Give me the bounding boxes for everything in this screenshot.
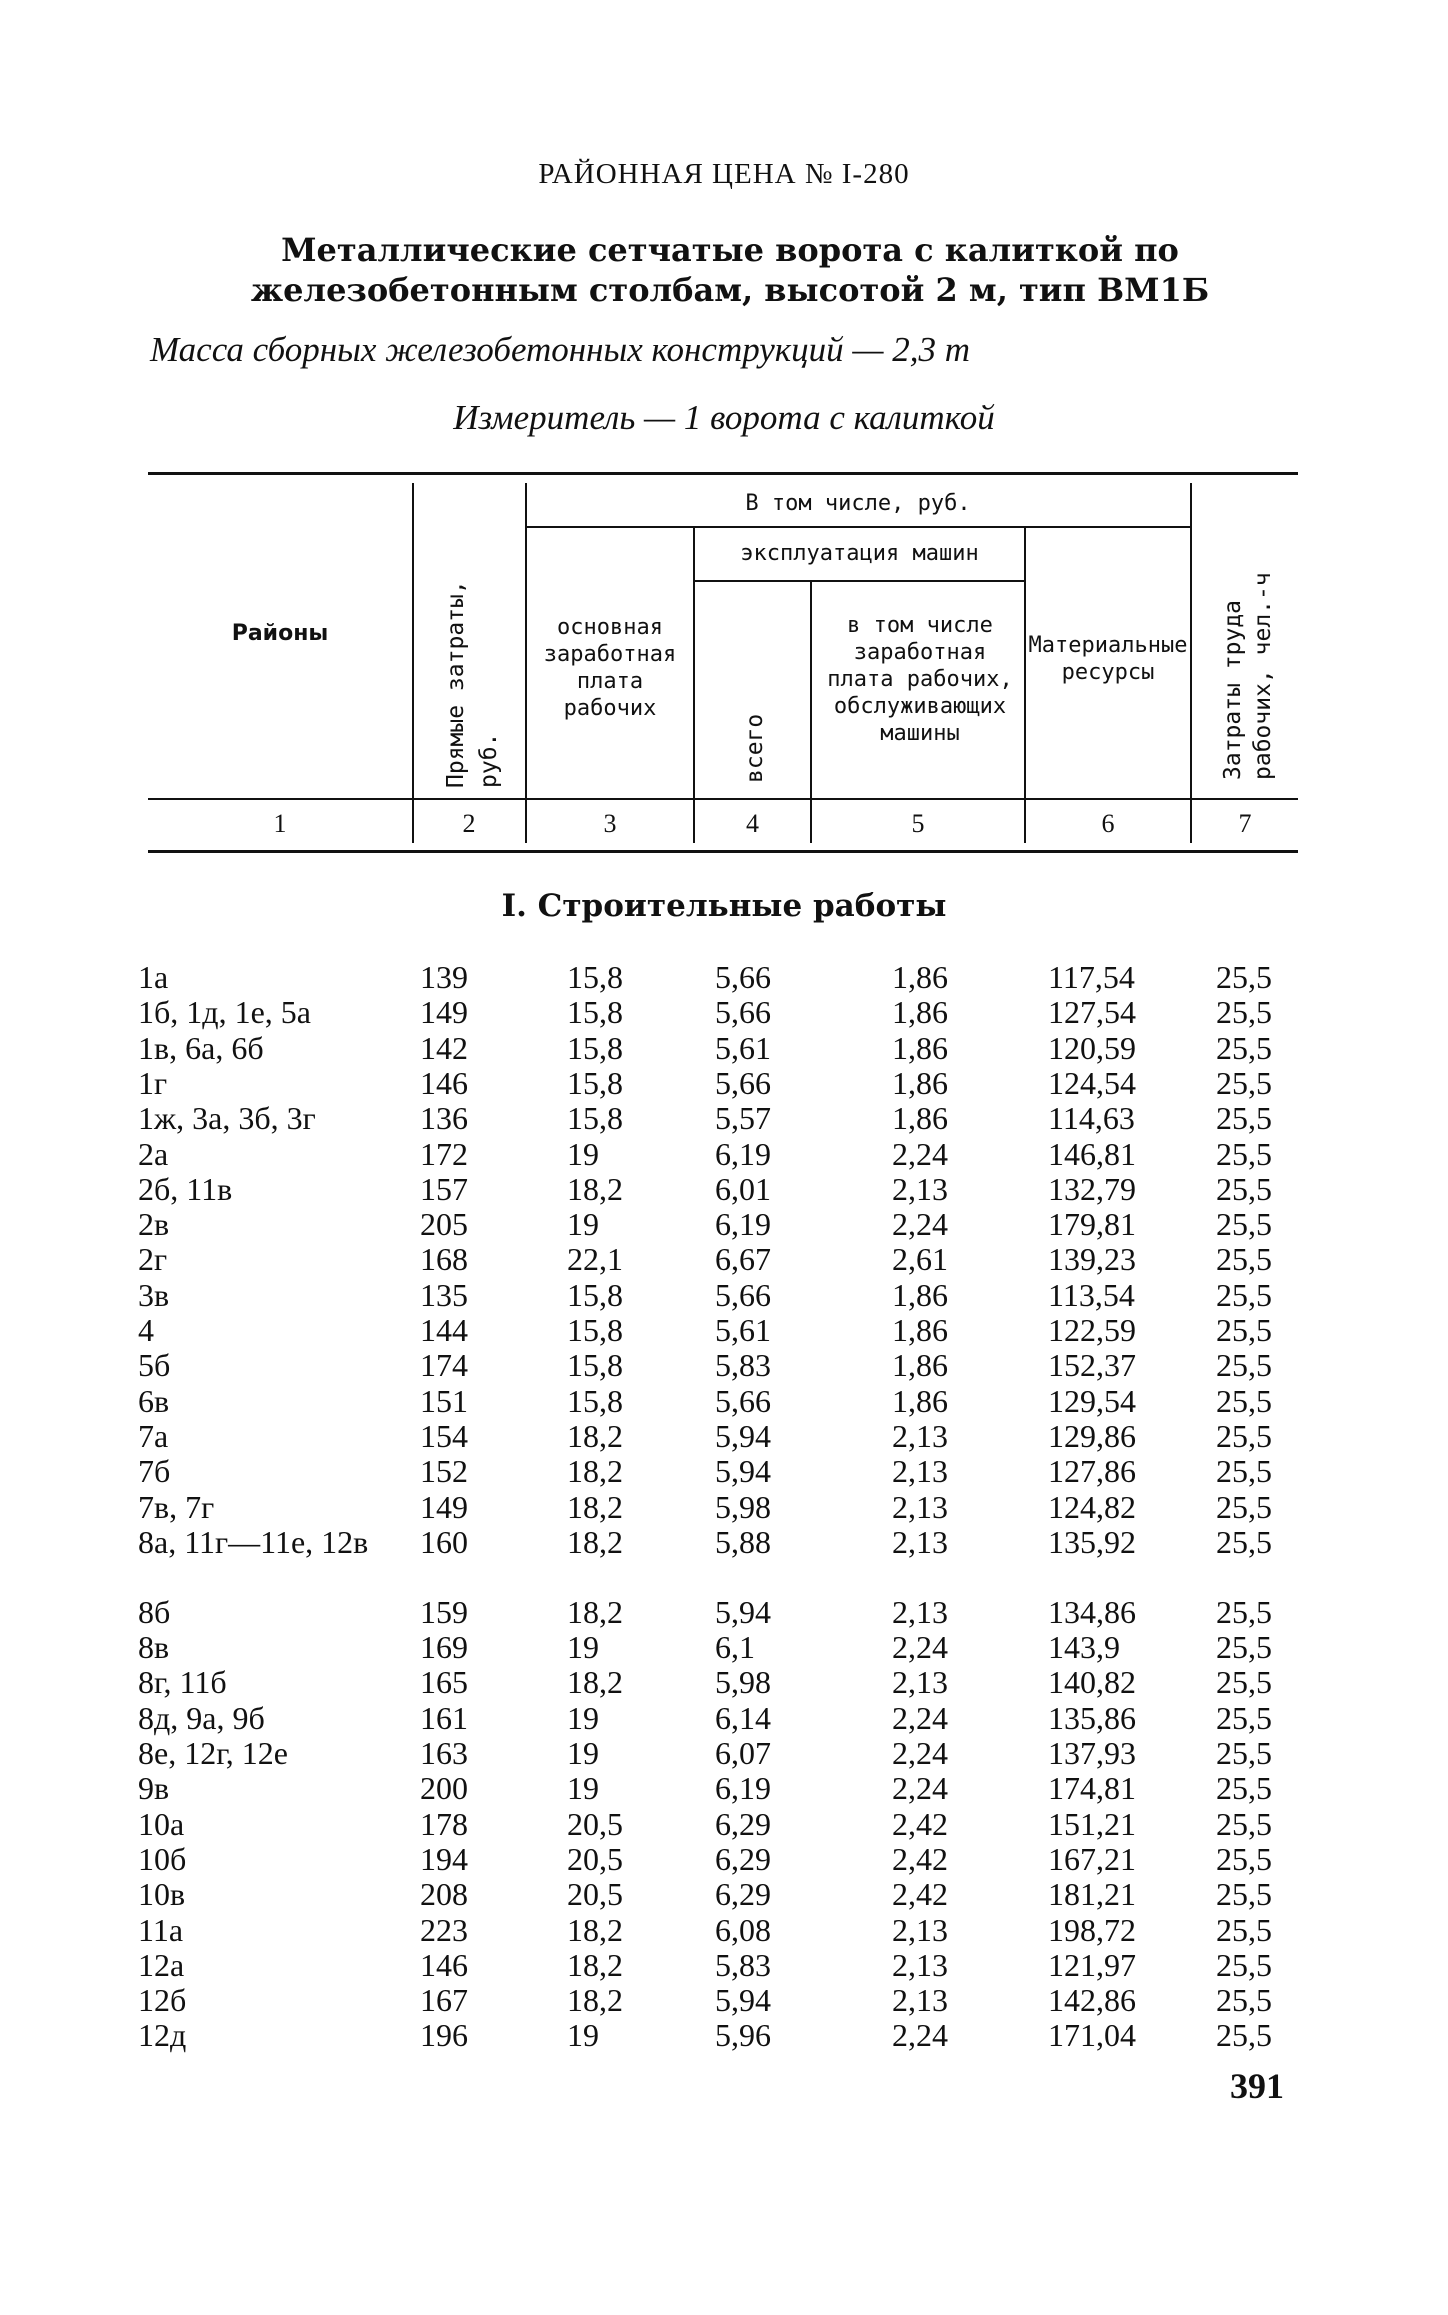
region-cell: 11а [138,1911,184,1948]
materials-cell: 140,82 [1048,1664,1136,1701]
region-cell: 2г [138,1241,168,1278]
base-wage-cell: 20,5 [567,1840,623,1877]
direct-costs-cell: 139 [420,959,468,995]
column-number: 3 [603,809,617,838]
region-cell: 1а [138,959,169,995]
machine-total-cell: 5,94 [715,1982,771,2019]
machine-wage-cell: 2,13 [892,1523,948,1560]
machine-underline [695,580,1024,582]
labor-cell: 25,5 [1216,1488,1272,1525]
machine-total-cell: 5,96 [715,2017,771,2054]
column-divider [1190,483,1192,843]
materials-cell: 198,72 [1048,1911,1136,1948]
direct-costs-cell: 172 [420,1135,468,1172]
machine-total-cell: 5,94 [715,1593,771,1630]
base-wage-cell: 18,2 [567,1453,623,1490]
labor-cell: 25,5 [1216,1206,1272,1243]
machine-wage-cell: 1,86 [892,1064,948,1101]
labor-cell: 25,5 [1216,1100,1272,1137]
direct-costs-cell: 174 [420,1347,468,1384]
machine-wage-cell: 1,86 [892,994,948,1031]
base-wage-cell: 15,8 [567,1064,623,1101]
base-wage-cell: 22,1 [567,1241,623,1278]
base-wage-cell: 15,8 [567,959,623,995]
direct-costs-cell: 167 [420,1982,468,2019]
header-machine-wage: в том числе заработная плата рабочих, обслуживающих машины [827,613,1013,746]
materials-cell: 134,86 [1048,1593,1136,1630]
base-wage-cell: 15,8 [567,1312,623,1348]
labor-cell: 25,5 [1216,1382,1272,1419]
direct-costs-cell: 200 [420,1770,468,1807]
machine-total-cell: 6,01 [715,1170,771,1207]
materials-cell: 135,86 [1048,1699,1136,1736]
materials-cell: 137,93 [1048,1735,1136,1771]
direct-costs-cell: 223 [420,1911,468,1948]
materials-cell: 117,54 [1048,959,1135,995]
page-number: 391 [1230,2066,1284,2106]
machine-wage-cell: 2,13 [892,1453,948,1490]
labor-cell: 25,5 [1216,1593,1272,1630]
column-divider [810,582,812,843]
region-cell: 12б [138,1982,187,2019]
labor-cell: 25,5 [1216,1840,1272,1877]
column-divider [1024,527,1026,843]
machine-wage-cell: 1,86 [892,1029,948,1066]
machine-wage-cell: 2,13 [892,1982,948,2019]
base-wage-cell: 15,8 [567,1276,623,1313]
direct-costs-cell: 160 [420,1523,468,1560]
machine-total-cell: 5,98 [715,1488,771,1525]
materials-cell: 124,82 [1048,1488,1136,1525]
direct-costs-cell: 149 [420,994,468,1031]
machine-total-cell: 5,98 [715,1664,771,1701]
machine-wage-cell: 2,24 [892,1735,948,1771]
region-cell: 10в [138,1876,186,1913]
column-divider [412,483,414,843]
mass-line: Масса сборных железобетонных конструкций — 2,3 т [150,330,971,369]
materials-cell: 127,86 [1048,1453,1136,1490]
machine-total-cell: 5,61 [715,1029,771,1066]
base-wage-cell: 18,2 [567,1170,623,1207]
machine-total-cell: 5,57 [715,1100,771,1137]
materials-cell: 132,79 [1048,1170,1136,1207]
base-wage-cell: 15,8 [567,1100,623,1137]
region-cell: 1г [138,1064,168,1101]
labor-cell: 25,5 [1216,1029,1272,1066]
column-divider [525,483,527,843]
column-divider [693,527,695,843]
machine-total-cell: 6,29 [715,1840,771,1877]
materials-cell: 120,59 [1048,1029,1136,1066]
machine-wage-cell: 2,13 [892,1593,948,1630]
header-including: В том числе, руб. [745,491,971,516]
machine-total-cell: 5,94 [715,1453,771,1490]
header-total: всего [742,713,768,783]
region-cell: 4 [138,1312,154,1348]
materials-cell: 142,86 [1048,1982,1136,2019]
region-cell: 7а [138,1417,169,1454]
region-cell: 8е, 12г, 12е [138,1735,288,1771]
direct-costs-cell: 205 [420,1206,468,1243]
materials-cell: 171,04 [1048,2017,1136,2054]
header-base-wage: основная заработная плата рабочих [543,615,677,721]
direct-costs-cell: 178 [420,1805,468,1842]
labor-cell: 25,5 [1216,1276,1272,1313]
machine-wage-cell: 2,24 [892,2017,948,2054]
machine-total-cell: 6,19 [715,1770,771,1807]
materials-cell: 179,81 [1048,1206,1136,1243]
machine-total-cell: 6,67 [715,1241,771,1278]
base-wage-cell: 19 [567,1735,599,1771]
base-wage-cell: 19 [567,2017,599,2054]
base-wage-cell: 15,8 [567,1029,623,1066]
header-materials: Материальные ресурсы [1028,633,1188,685]
region-cell: 3в [138,1276,170,1313]
column-number: 5 [911,809,925,838]
base-wage-cell: 19 [567,1206,599,1243]
labor-cell: 25,5 [1216,1417,1272,1454]
base-wage-cell: 18,2 [567,1488,623,1525]
labor-cell: 25,5 [1216,1453,1272,1490]
base-wage-cell: 19 [567,1770,599,1807]
labor-cell: 25,5 [1216,1347,1272,1384]
materials-cell: 129,86 [1048,1417,1136,1454]
labor-cell: 25,5 [1216,959,1272,995]
machine-wage-cell: 2,13 [892,1946,948,1983]
base-wage-cell: 18,2 [567,1911,623,1948]
direct-costs-cell: 142 [420,1029,468,1066]
direct-costs-cell: 146 [420,1064,468,1101]
header-direct-costs: Прямые затраты, руб. [443,580,502,788]
machine-wage-cell: 2,24 [892,1135,948,1172]
direct-costs-cell: 163 [420,1735,468,1771]
direct-costs-cell: 196 [420,2017,468,2054]
materials-cell: 139,23 [1048,1241,1136,1278]
labor-cell: 25,5 [1216,1876,1272,1913]
machine-wage-cell: 1,86 [892,959,948,995]
machine-wage-cell: 2,13 [892,1488,948,1525]
machine-wage-cell: 2,13 [892,1417,948,1454]
header-regions: Районы [231,621,329,646]
region-cell: 5б [138,1347,171,1384]
machine-wage-cell: 2,24 [892,1629,948,1666]
direct-costs-cell: 154 [420,1417,468,1454]
region-cell: 1ж, 3а, 3б, 3г [138,1100,316,1137]
machine-total-cell: 6,19 [715,1206,771,1243]
materials-cell: 174,81 [1048,1770,1136,1807]
direct-costs-cell: 194 [420,1840,468,1877]
machine-total-cell: 6,07 [715,1735,771,1771]
base-wage-cell: 20,5 [567,1876,623,1913]
machine-wage-cell: 2,42 [892,1876,948,1913]
machine-total-cell: 5,61 [715,1312,771,1348]
region-cell: 9в [138,1770,170,1807]
base-wage-cell: 18,2 [567,1593,623,1630]
column-number: 7 [1238,809,1252,838]
region-cell: 6в [138,1382,170,1419]
base-wage-cell: 19 [567,1135,599,1172]
table-colnum-bottom-rule [148,850,1298,853]
region-cell: 1б, 1д, 1е, 5а [138,994,311,1031]
machine-total-cell: 6,29 [715,1876,771,1913]
machine-wage-cell: 2,61 [892,1241,948,1278]
materials-cell: 152,37 [1048,1347,1136,1384]
labor-cell: 25,5 [1216,1946,1272,1983]
region-cell: 8б [138,1593,171,1630]
machine-total-cell: 6,14 [715,1699,771,1736]
table-top-rule [148,472,1298,475]
machine-wage-cell: 1,86 [892,1382,948,1419]
base-wage-cell: 15,8 [567,994,623,1031]
base-wage-cell: 18,2 [567,1417,623,1454]
machine-wage-cell: 1,86 [892,1347,948,1384]
machine-wage-cell: 2,13 [892,1911,948,1948]
region-cell: 10б [138,1840,187,1877]
machine-wage-cell: 2,24 [892,1206,948,1243]
labor-cell: 25,5 [1216,1629,1272,1666]
base-wage-cell: 19 [567,1699,599,1736]
labor-cell: 25,5 [1216,1523,1272,1560]
materials-cell: 113,54 [1048,1276,1135,1313]
region-cell: 7в, 7г [138,1488,215,1525]
labor-cell: 25,5 [1216,1982,1272,2019]
direct-costs-cell: 135 [420,1276,468,1313]
materials-cell: 114,63 [1048,1100,1135,1137]
base-wage-cell: 19 [567,1629,599,1666]
region-cell: 12а [138,1946,185,1983]
machine-total-cell: 5,83 [715,1946,771,1983]
base-wage-cell: 18,2 [567,1982,623,2019]
machine-total-cell: 5,66 [715,1064,771,1101]
column-number: 2 [462,809,476,838]
direct-costs-cell: 157 [420,1170,468,1207]
direct-costs-cell: 152 [420,1453,468,1490]
column-number: 4 [746,809,759,838]
region-cell: 8в [138,1629,170,1666]
region-cell: 1в, 6а, 6б [138,1029,264,1066]
table-header-bottom-rule [148,798,1298,800]
region-cell: 2а [138,1135,169,1172]
base-wage-cell: 18,2 [567,1946,623,1983]
direct-costs-cell: 208 [420,1876,468,1913]
column-number: 6 [1101,809,1115,838]
machine-total-cell: 6,19 [715,1135,771,1172]
machine-wage-cell: 2,42 [892,1840,948,1877]
labor-cell: 25,5 [1216,1241,1272,1278]
direct-costs-cell: 146 [420,1946,468,1983]
base-wage-cell: 15,8 [567,1382,623,1419]
labor-cell: 25,5 [1216,1699,1272,1736]
region-cell: 8д, 9а, 9б [138,1699,265,1736]
materials-cell: 122,59 [1048,1312,1136,1348]
machine-total-cell: 5,66 [715,1276,771,1313]
materials-cell: 129,54 [1048,1382,1136,1419]
labor-cell: 25,5 [1216,1170,1272,1207]
region-cell: 8а, 11г—11е, 12в [138,1523,369,1560]
machine-total-cell: 5,83 [715,1347,771,1384]
region-cell: 2б, 11в [138,1170,233,1207]
materials-cell: 127,54 [1048,994,1136,1031]
base-wage-cell: 18,2 [567,1523,623,1560]
base-wage-cell: 15,8 [567,1347,623,1384]
direct-costs-cell: 161 [420,1699,468,1736]
machine-wage-cell: 1,86 [892,1100,948,1137]
machine-wage-cell: 2,24 [892,1770,948,1807]
meter-line: Измеритель — 1 ворота с калиткой [453,398,995,437]
materials-cell: 151,21 [1048,1805,1136,1842]
machine-total-cell: 5,94 [715,1417,771,1454]
labor-cell: 25,5 [1216,1805,1272,1842]
labor-cell: 25,5 [1216,2017,1272,2054]
region-cell: 10а [138,1805,185,1842]
materials-cell: 135,92 [1048,1523,1136,1560]
including-underline [527,526,1190,528]
machine-total-cell: 5,88 [715,1523,771,1560]
materials-cell: 121,97 [1048,1946,1136,1983]
direct-costs-cell: 169 [420,1629,468,1666]
header-machine-operation: эксплуатация машин [740,541,979,566]
materials-cell: 181,21 [1048,1876,1136,1913]
machine-total-cell: 5,66 [715,1382,771,1419]
labor-cell: 25,5 [1216,1135,1272,1172]
machine-wage-cell: 2,24 [892,1699,948,1736]
materials-cell: 143,9 [1048,1629,1120,1666]
machine-wage-cell: 2,13 [892,1664,948,1701]
column-number: 1 [273,809,287,838]
labor-cell: 25,5 [1216,994,1272,1031]
machine-total-cell: 5,66 [715,959,771,995]
direct-costs-cell: 168 [420,1241,468,1278]
machine-wage-cell: 2,13 [892,1170,948,1207]
machine-wage-cell: 1,86 [892,1276,948,1313]
document-title: Металлические сетчатые ворота с калиткой по железобетонным столбам, высотой 2 м, тип ВМ1Б [250,231,1210,309]
machine-total-cell: 6,29 [715,1805,771,1842]
direct-costs-cell: 159 [420,1593,468,1630]
materials-cell: 146,81 [1048,1135,1136,1172]
materials-cell: 124,54 [1048,1064,1136,1101]
machine-total-cell: 6,08 [715,1911,771,1948]
labor-cell: 25,5 [1216,1735,1272,1771]
machine-wage-cell: 1,86 [892,1312,948,1348]
direct-costs-cell: 165 [420,1664,468,1701]
machine-total-cell: 5,66 [715,994,771,1031]
region-cell: 8г, 11б [138,1664,227,1701]
machine-wage-cell: 2,42 [892,1805,948,1842]
base-wage-cell: 18,2 [567,1664,623,1701]
header-labor: Затраты труда рабочих, чел.-ч [1220,572,1276,780]
direct-costs-cell: 149 [420,1488,468,1525]
labor-cell: 25,5 [1216,1312,1272,1348]
materials-cell: 167,21 [1048,1840,1136,1877]
direct-costs-cell: 136 [420,1100,468,1137]
region-cell: 2в [138,1206,170,1243]
labor-cell: 25,5 [1216,1064,1272,1101]
running-head: РАЙОННАЯ ЦЕНА № I-280 [538,158,910,190]
labor-cell: 25,5 [1216,1770,1272,1807]
section-title: I. Строительные работы [501,888,947,924]
labor-cell: 25,5 [1216,1911,1272,1948]
region-cell: 7б [138,1453,171,1490]
direct-costs-cell: 151 [420,1382,468,1419]
base-wage-cell: 20,5 [567,1805,623,1842]
machine-total-cell: 6,1 [715,1629,755,1666]
labor-cell: 25,5 [1216,1664,1272,1701]
region-cell: 12д [138,2017,187,2054]
direct-costs-cell: 144 [420,1312,468,1348]
